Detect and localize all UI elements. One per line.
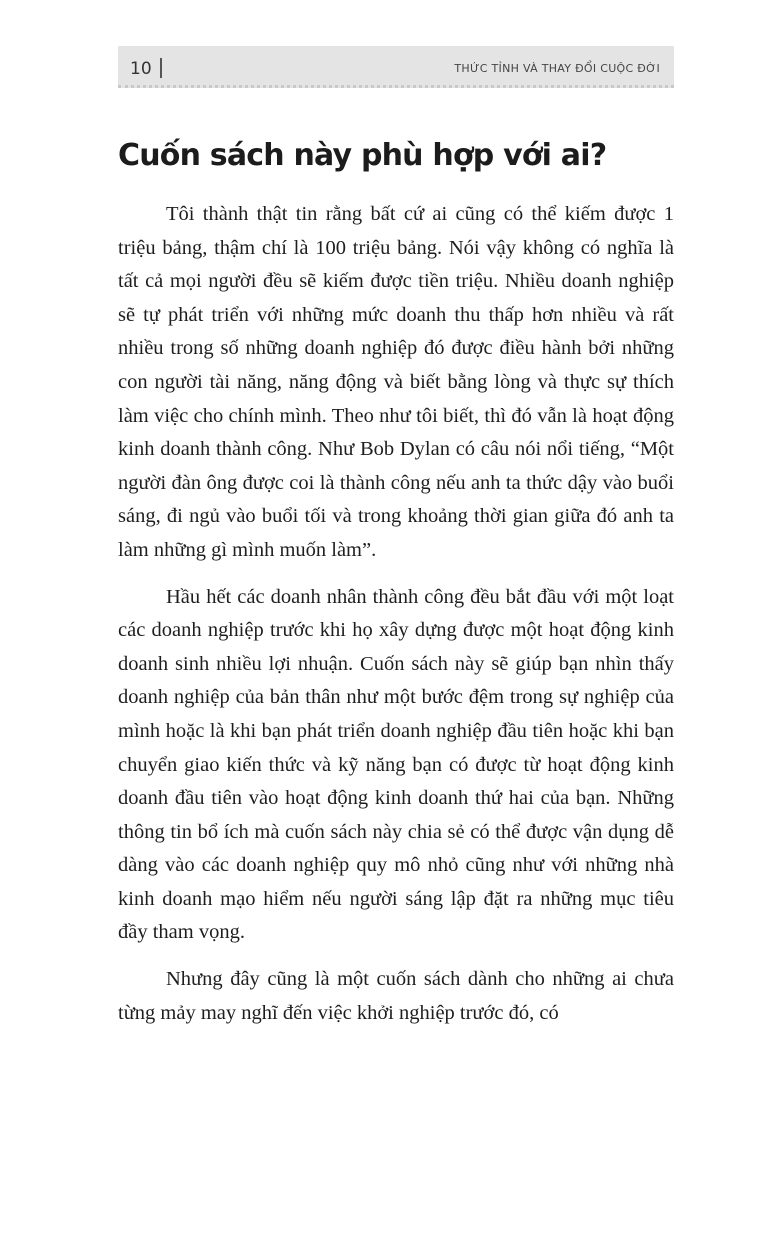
paragraph: Hầu hết các doanh nhân thành công đều bắt đầu với một loạt các doanh nghiệp trước khi họ xây dựng được một hoạt động kinh doanh sinh nhiều lợi nhuận. Cuốn sách này sẽ giúp bạn nhìn thấy doanh nghiệp của bản thân như một bước đệm trong sự nghiệp của mình hoặc là khi bạn phát triển doanh nghiệp đầu tiên hoặc khi bạn chuyển giao kiến thức và kỹ năng bạn có được từ hoạt động kinh doanh đầu tiên vào hoạt động kinh doanh thứ hai của bạn. Những thông tin bổ ích mà cuốn sách này chia sẻ có thể được vận dụng dễ dàng vào các doanh nghiệp quy mô nhỏ cũng như với những nhà kinh doanh mạo hiểm nếu người sáng lập đặt ra những mục tiêu đầy tham vọng. [118,585,674,944]
running-title: THỨC TỈNH VÀ THAY ĐỔI CUỘC ĐỜI [454,62,660,75]
body-text [118,198,674,1043]
paragraph: Tôi thành thật tin rằng bất cứ ai cũng có thể kiếm được 1 triệu bảng, thậm chí là 100 triệu bảng. Nói vậy không có nghĩa là tất cả mọi người đều sẽ kiếm được tiền triệu. Nhiều doanh nghiệp sẽ tự phát triển với những mức doanh thu thấp hơn nhiều và rất nhiều trong số những doanh nghiệp đó được điều hành bởi những con người tài năng, năng động và biết bằng lòng và thực sự thích làm việc cho chính mình. Theo như tôi biết, thì đó vẫn là hoạt động kinh doanh thành công. Như Bob Dylan có câu nói nổi tiếng, “Một người đàn ông được coi là thành công nếu anh ta thức dậy vào buổi sáng, đi ngủ vào buổi tối và trong khoảng thời gian giữa đó anh ta làm những gì mình muốn làm”. [118,203,674,561]
section-heading: Cuốn sách này phù hợp với ai? [118,138,607,173]
paragraph: Nhưng đây cũng là một cuốn sách dành cho những ai chưa từng mảy may nghĩ đến việc khởi nghiệp trước đó, có [118,968,674,1024]
running-header [118,46,674,88]
header-divider [160,58,162,78]
page-number: 10 [130,59,152,79]
